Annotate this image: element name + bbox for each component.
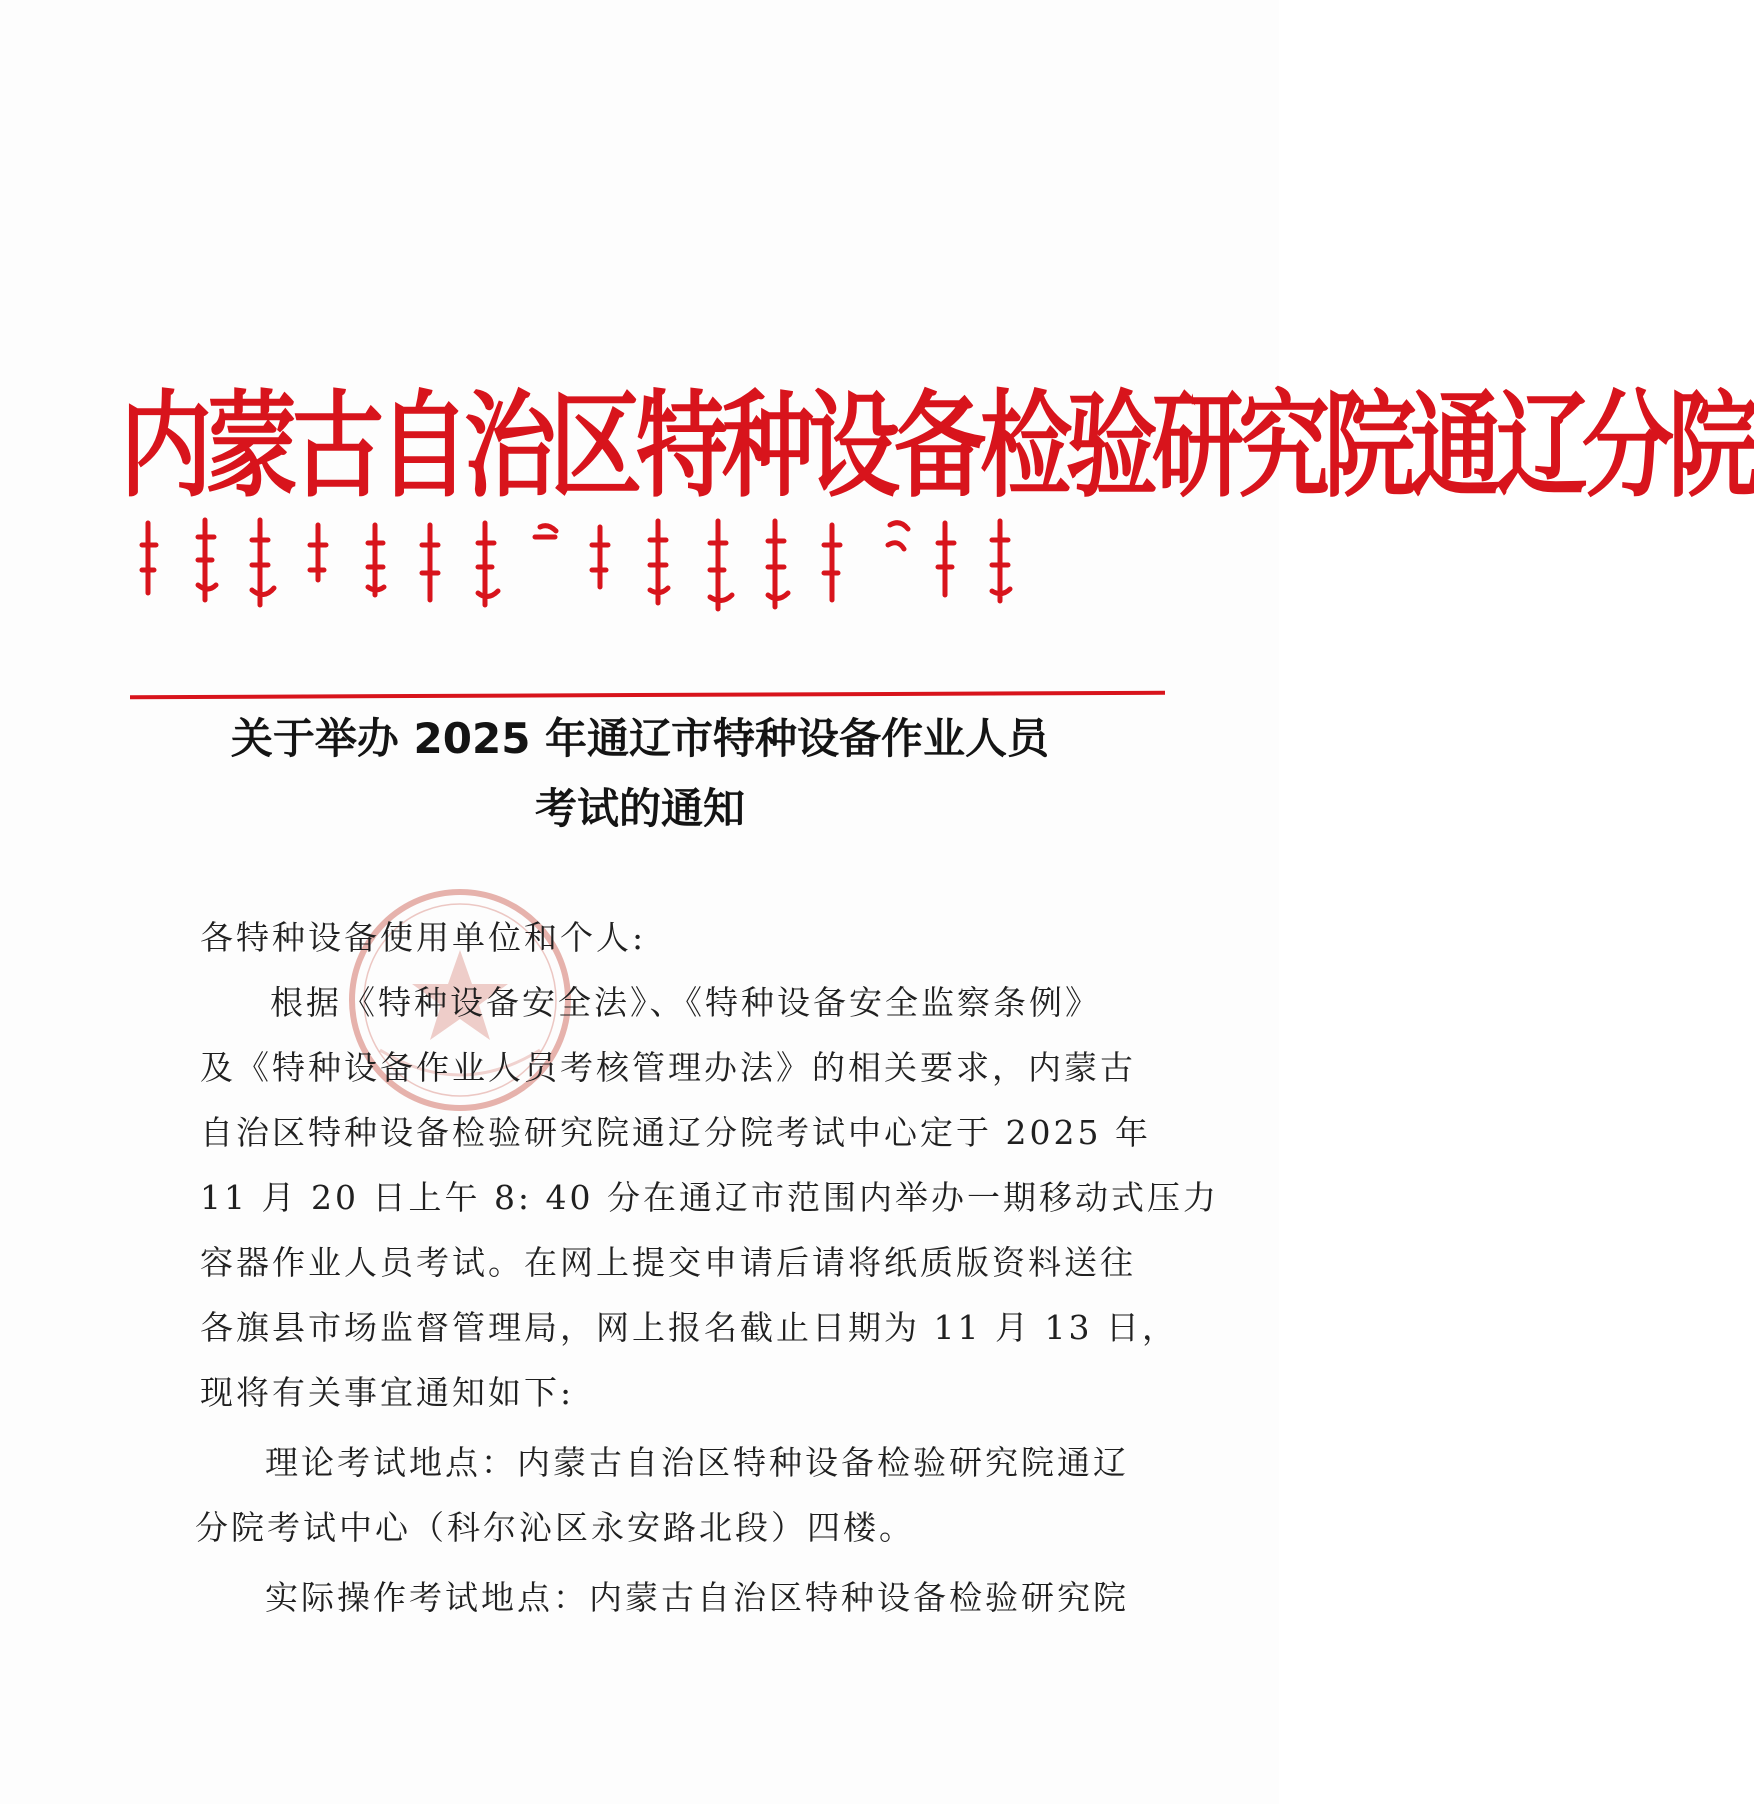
notice-title-line-1: 关于举办 2025 年通辽市特种设备作业人员: [230, 714, 1050, 763]
paragraph-line: 根据《特种设备安全法》、《特种设备安全监察条例》: [270, 983, 1101, 1022]
notice-title-line-2: 考试的通知: [534, 784, 745, 833]
salutation: 各特种设备使用单位和个人:: [200, 918, 647, 957]
paragraph-line: 实际操作考试地点：内蒙古自治区特种设备检验研究院: [265, 1578, 1129, 1617]
paragraph-line: 自治区特种设备检验研究院通辽分院考试中心定于 2025 年: [200, 1113, 1151, 1152]
letterhead-org-name: 内蒙古自治区特种设备检验研究院通辽分院: [120, 378, 1754, 513]
paragraph-line: 及《特种设备作业人员考核管理办法》的相关要求，内蒙古: [200, 1048, 1136, 1087]
mongolian-script-line: [130, 515, 1170, 615]
paragraph-line: 现将有关事宜通知如下:: [200, 1373, 575, 1412]
paragraph-line: 理论考试地点：内蒙古自治区特种设备检验研究院通辽: [265, 1443, 1129, 1482]
paragraph-line: 分院考试中心（科尔沁区永安路北段）四楼。: [195, 1508, 915, 1547]
paragraph-line: 各旗县市场监督管理局，网上报名截止日期为 11 月 13 日，: [200, 1308, 1178, 1347]
paragraph-line: 11 月 20 日上午 8: 40 分在通辽市范围内举办一期移动式压力: [200, 1178, 1220, 1217]
paragraph-line: 容器作业人员考试。在网上提交申请后请将纸质版资料送往: [200, 1243, 1136, 1282]
header-red-rule: [130, 691, 1165, 700]
